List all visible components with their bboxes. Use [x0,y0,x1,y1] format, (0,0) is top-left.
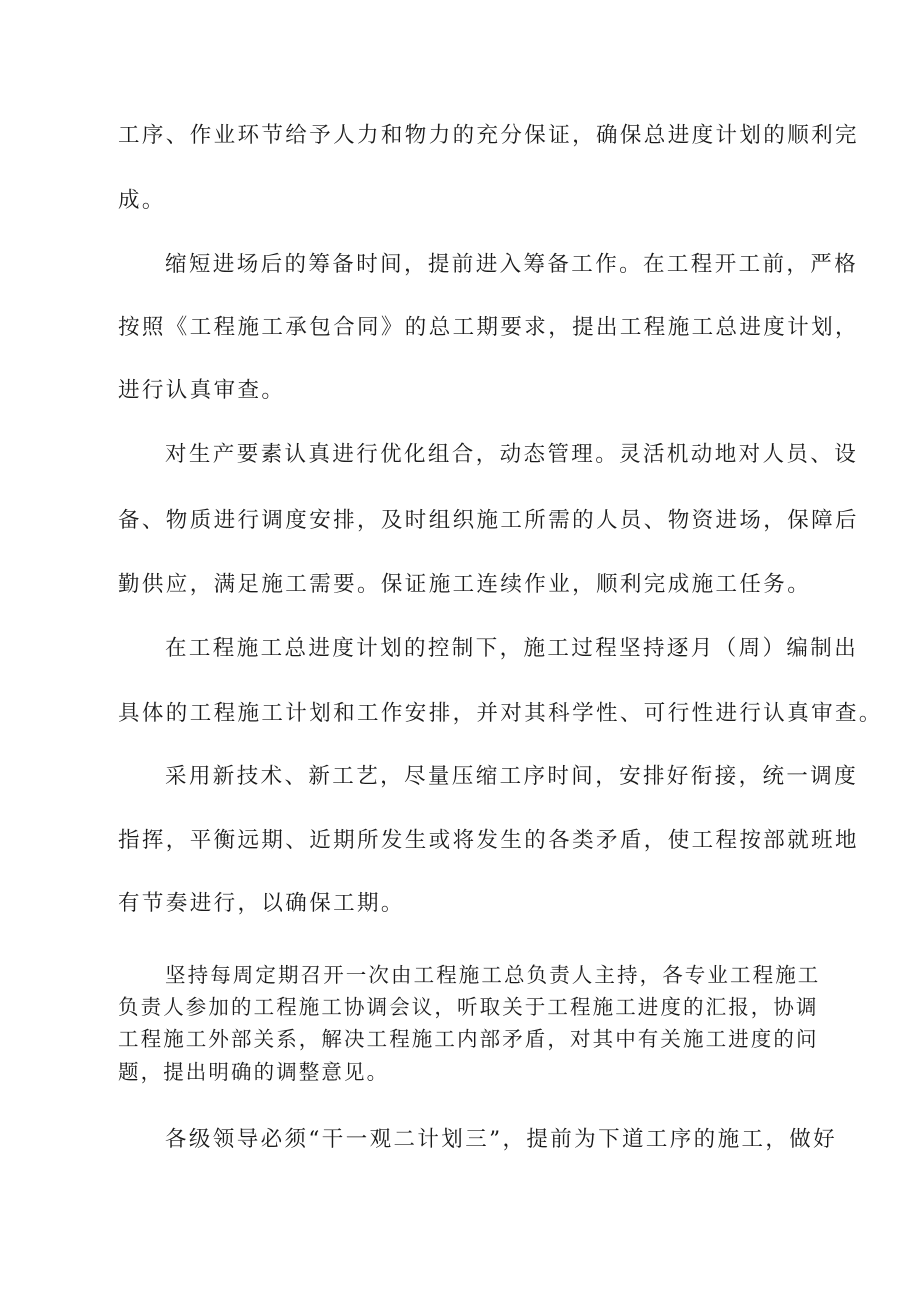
text-line: 各级领导必须“干一观二计划三”，提前为下道工序的施工，做好 [165,1127,838,1152]
text-line: 备、物质进行调度安排，及时组织施工所需的人员、物资进场，保障后 [118,508,859,533]
text-line: 成。 [118,188,166,213]
text-line: 采用新技术、新工艺，尽量压缩工序时间，安排好衔接，统一调度 [165,764,859,789]
text-line: 工程施工外部关系，解决工程施工内部矛盾，对其中有关施工进度的问 [118,1027,819,1051]
text-line: 有节奏进行，以确保工期。 [118,891,405,916]
text-line: 对生产要素认真进行优化组合，动态管理。灵活机动地对人员、设 [165,442,859,467]
text-line: 指挥，平衡远期、近期所发生或将发生的各类矛盾，使工程按部就班地 [118,828,859,853]
text-line: 缩短进场后的筹备时间，提前进入筹备工作。在工程开工前，严格 [165,252,859,277]
text-line: 具体的工程施工计划和工作安排，并对其科学性、可行性进行认真审查。 [118,701,883,726]
text-line: 在工程施工总进度计划的控制下，施工过程坚持逐月（周）编制出 [165,636,859,661]
text-line: 工序、作业环节给予人力和物力的充分保证，确保总进度计划的顺利完 [118,123,859,148]
text-line: 进行认真审查。 [118,378,286,403]
text-line: 题，提出明确的调整意见。 [118,1060,390,1084]
text-line: 按照《工程施工承包合同》的总工期要求，提出工程施工总进度计划， [118,315,859,340]
text-line: 负责人参加的工程施工协调会议，听取关于工程施工进度的汇报，协调 [118,995,819,1019]
text-line: 坚持每周定期召开一次由工程施工总负责人主持，各专业工程施工 [165,963,821,987]
text-line: 勤供应，满足施工需要。保证施工连续作业，顺利完成施工任务。 [118,572,812,597]
